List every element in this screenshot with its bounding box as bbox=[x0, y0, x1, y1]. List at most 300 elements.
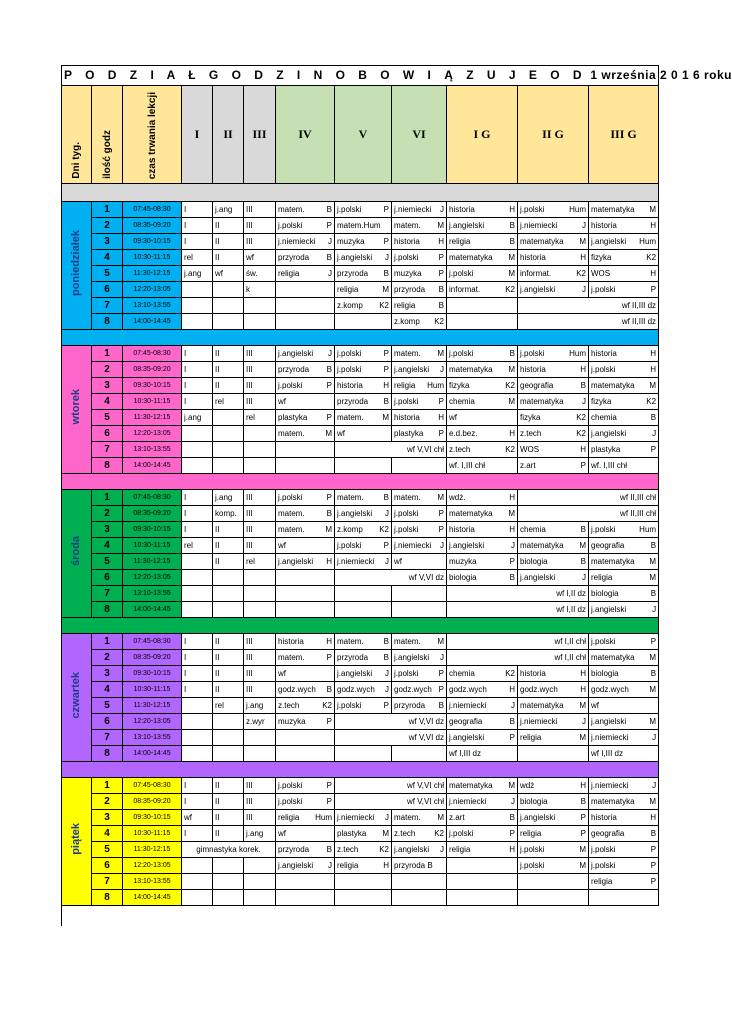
subject-teacher bbox=[337, 682, 389, 697]
header-class-ig: I G bbox=[447, 86, 518, 184]
lesson-cell bbox=[276, 858, 335, 874]
teacher-code: B bbox=[580, 797, 586, 806]
lesson-cell bbox=[589, 650, 659, 666]
subject: j.angielski bbox=[591, 605, 627, 614]
teacher-code: H bbox=[509, 205, 515, 214]
teacher-code: P bbox=[580, 461, 586, 470]
subject: przyroda bbox=[394, 285, 426, 294]
subject: j.polski bbox=[591, 861, 616, 870]
subject-teacher bbox=[591, 362, 656, 377]
lesson-time: 11:30-12:15 bbox=[123, 266, 182, 282]
lesson-cell bbox=[589, 426, 659, 442]
subject-teacher bbox=[337, 362, 389, 377]
subject: fizyka bbox=[449, 381, 470, 390]
subject: j.niemiecki bbox=[591, 781, 629, 790]
teacher-code: J bbox=[328, 861, 332, 870]
lesson-cell bbox=[335, 506, 392, 522]
teacher-code: B bbox=[438, 285, 444, 294]
lesson-time: 08:35-09:20 bbox=[123, 794, 182, 810]
lesson-row bbox=[62, 778, 659, 794]
lesson-number: 8 bbox=[92, 314, 123, 330]
subject: historia bbox=[394, 413, 420, 422]
lesson-time: 13:10-13:55 bbox=[123, 442, 182, 458]
subject: j.polski bbox=[337, 349, 362, 358]
teacher-code: H bbox=[326, 557, 332, 566]
teacher-code: M bbox=[579, 701, 586, 710]
subject: j.niemiecki bbox=[449, 797, 487, 806]
lesson-cell bbox=[392, 810, 447, 826]
teacher-code: P bbox=[650, 445, 657, 454]
lesson-cell bbox=[276, 714, 335, 730]
lesson-cell: I bbox=[182, 394, 213, 410]
subject-teacher bbox=[394, 858, 444, 873]
lesson-cell bbox=[589, 634, 659, 650]
teacher-code: B bbox=[326, 253, 332, 262]
lesson-row bbox=[62, 346, 659, 362]
lesson-cell bbox=[589, 682, 659, 698]
subject-teacher bbox=[394, 506, 444, 521]
lesson-cell bbox=[276, 778, 335, 794]
lesson-cell: II bbox=[213, 362, 244, 378]
subject: przyroda bbox=[337, 269, 369, 278]
lesson-cell bbox=[335, 730, 447, 746]
subject-teacher bbox=[394, 314, 444, 329]
lesson-cell bbox=[276, 362, 335, 378]
subject: j.polski bbox=[394, 525, 419, 534]
lesson-number: 8 bbox=[92, 746, 123, 762]
teacher-code: Hum bbox=[569, 205, 586, 214]
subject-teacher bbox=[394, 538, 444, 553]
lesson-time: 07:45-08:30 bbox=[123, 346, 182, 362]
teacher-code: J bbox=[385, 557, 389, 566]
subject: matematyka bbox=[449, 365, 493, 374]
lesson-cell bbox=[447, 490, 518, 506]
lesson-cell bbox=[589, 810, 659, 826]
lesson-cell: III bbox=[244, 794, 276, 810]
teacher-code: H bbox=[650, 365, 657, 374]
lesson-cell bbox=[518, 378, 589, 394]
subject-teacher bbox=[520, 282, 586, 297]
lesson-cell bbox=[276, 522, 335, 538]
subject: przyroda bbox=[278, 845, 310, 854]
teacher-code: Hum bbox=[427, 381, 444, 390]
lesson-time: 10:30-11:15 bbox=[123, 250, 182, 266]
subject-teacher bbox=[449, 826, 515, 841]
subject: historia bbox=[520, 365, 546, 374]
header-class-iii: III bbox=[244, 86, 276, 184]
subject: matem. bbox=[278, 429, 305, 438]
lesson-cell bbox=[589, 826, 659, 842]
subject: j.polski bbox=[394, 509, 419, 518]
lesson-cell bbox=[276, 554, 335, 570]
teacher-code: J bbox=[582, 221, 586, 230]
subject: religia bbox=[520, 733, 542, 742]
subject-teacher bbox=[591, 650, 656, 665]
lesson-cell bbox=[447, 714, 518, 730]
lesson-cell: j.ang bbox=[244, 826, 276, 842]
teacher-code: B bbox=[509, 573, 515, 582]
subject-teacher bbox=[337, 698, 389, 713]
lesson-cell: I bbox=[182, 362, 213, 378]
teacher-code: P bbox=[326, 413, 332, 422]
lesson-cell bbox=[447, 842, 518, 858]
subject-teacher bbox=[591, 234, 656, 249]
subject-teacher bbox=[591, 826, 656, 841]
lesson-time: 12:20-13:05 bbox=[123, 858, 182, 874]
subject: matematyka bbox=[591, 205, 635, 214]
lesson-row bbox=[62, 698, 659, 714]
day-name: wtorek bbox=[70, 389, 82, 425]
subject-teacher bbox=[394, 842, 444, 857]
lesson-row bbox=[62, 858, 659, 874]
lesson-cell bbox=[392, 858, 447, 874]
lesson-time: 10:30-11:15 bbox=[123, 394, 182, 410]
lesson-row bbox=[62, 202, 659, 218]
lesson-cell bbox=[276, 378, 335, 394]
teacher-code: M bbox=[649, 381, 657, 390]
lesson-cell bbox=[518, 666, 589, 682]
lesson-cell: rel bbox=[244, 410, 276, 426]
lesson-cell bbox=[392, 266, 447, 282]
subject-teacher bbox=[449, 362, 515, 377]
lesson-number: 1 bbox=[92, 634, 123, 650]
subject: j.polski bbox=[278, 381, 303, 390]
lesson-cell bbox=[182, 746, 213, 762]
header-duration: czas trwania lekcji bbox=[123, 86, 182, 184]
subject-teacher bbox=[278, 506, 332, 521]
lesson-row bbox=[62, 538, 659, 554]
lesson-cell bbox=[335, 826, 392, 842]
teacher-code: P bbox=[650, 861, 657, 870]
teacher-code: Hum bbox=[315, 813, 332, 822]
subject-teacher bbox=[591, 378, 656, 393]
lesson-cell bbox=[335, 522, 392, 538]
lesson-number: 2 bbox=[92, 650, 123, 666]
lesson-row bbox=[62, 826, 659, 842]
lesson-cell bbox=[447, 506, 518, 522]
lesson-cell bbox=[276, 682, 335, 698]
subject: j.polski bbox=[449, 829, 474, 838]
subject: matematyka bbox=[520, 701, 564, 710]
teacher-code: J bbox=[511, 701, 515, 710]
subject: j.polski bbox=[394, 397, 419, 406]
teacher-code: B bbox=[326, 845, 332, 854]
subject: geografia bbox=[591, 541, 625, 550]
lesson-row bbox=[62, 362, 659, 378]
subject: religia bbox=[394, 381, 416, 390]
lesson-cell bbox=[392, 634, 447, 650]
subject-teacher bbox=[591, 746, 656, 761]
subject-teacher bbox=[394, 554, 444, 569]
lesson-time: 14:00-14:45 bbox=[123, 602, 182, 618]
merged-lesson: wf II,III dz bbox=[621, 317, 657, 326]
teacher-code: K2 bbox=[379, 301, 389, 310]
lesson-cell bbox=[518, 522, 589, 538]
lesson-cell: II bbox=[213, 634, 244, 650]
teacher-code: H bbox=[650, 349, 657, 358]
teacher-code: K2 bbox=[576, 413, 586, 422]
lesson-cell bbox=[518, 714, 589, 730]
teacher-code: M bbox=[649, 557, 657, 566]
lesson-cell bbox=[518, 890, 589, 906]
lesson-cell: j.ang bbox=[213, 202, 244, 218]
page-title: P O D Z I A Ł G O D Z I N O B O W I Ą Z U J E O D 1 września 2 0 1 6 roku bbox=[62, 66, 659, 86]
lesson-cell bbox=[392, 410, 447, 426]
day-separator bbox=[62, 474, 659, 490]
lesson-cell bbox=[276, 298, 335, 314]
lesson-cell bbox=[447, 794, 518, 810]
header-class-iig: II G bbox=[518, 86, 589, 184]
lesson-cell bbox=[213, 442, 244, 458]
lesson-cell bbox=[589, 874, 659, 890]
lesson-row bbox=[62, 218, 659, 234]
lesson-cell: III bbox=[244, 218, 276, 234]
teacher-code: P bbox=[650, 877, 657, 886]
teacher-code: H bbox=[383, 381, 389, 390]
lesson-cell bbox=[589, 346, 659, 362]
lesson-cell: III bbox=[244, 394, 276, 410]
lesson-time: 13:10-13:55 bbox=[123, 730, 182, 746]
teacher-code: J bbox=[440, 205, 444, 214]
lesson-cell bbox=[182, 554, 213, 570]
lesson-row bbox=[62, 730, 659, 746]
lesson-cell bbox=[447, 826, 518, 842]
subject-teacher bbox=[449, 842, 515, 857]
subject: matematyka bbox=[591, 653, 635, 662]
teacher-code: M bbox=[508, 397, 515, 406]
lesson-cell bbox=[589, 282, 659, 298]
lesson-cell: I bbox=[182, 650, 213, 666]
lesson-cell bbox=[244, 426, 276, 442]
merged-lesson: wf I,II dz bbox=[556, 605, 586, 614]
subject: plastyka bbox=[591, 445, 621, 454]
subject-teacher bbox=[520, 522, 586, 537]
teacher-code: K2 bbox=[322, 701, 332, 710]
subject-teacher bbox=[591, 698, 656, 713]
lesson-cell bbox=[335, 602, 392, 618]
lesson-cell bbox=[392, 522, 447, 538]
subject-teacher bbox=[520, 202, 586, 217]
subject-teacher bbox=[591, 666, 656, 681]
lesson-number: 6 bbox=[92, 426, 123, 442]
subject: j.polski bbox=[591, 637, 616, 646]
lesson-cell bbox=[518, 874, 589, 890]
subject: j.angielski bbox=[394, 365, 430, 374]
lesson-cell bbox=[392, 890, 447, 906]
lesson-cell bbox=[244, 298, 276, 314]
subject: religia bbox=[591, 573, 613, 582]
lesson-cell bbox=[213, 410, 244, 426]
teacher-code: M bbox=[649, 653, 657, 662]
lesson-cell: II bbox=[213, 250, 244, 266]
subject-teacher bbox=[449, 202, 515, 217]
subject-teacher bbox=[278, 346, 332, 361]
subject-teacher bbox=[591, 394, 656, 409]
lesson-cell bbox=[335, 202, 392, 218]
lesson-cell bbox=[276, 586, 335, 602]
lesson-number: 6 bbox=[92, 858, 123, 874]
teacher-code: B bbox=[438, 301, 444, 310]
teacher-code: J bbox=[652, 605, 657, 614]
subject-teacher bbox=[394, 250, 444, 265]
subject: wf bbox=[337, 429, 345, 438]
teacher-code: Hum bbox=[569, 349, 586, 358]
subject-teacher bbox=[449, 234, 515, 249]
lesson-cell bbox=[244, 746, 276, 762]
teacher-code: B bbox=[383, 493, 389, 502]
teacher-code: M bbox=[508, 781, 515, 790]
subject: religia bbox=[337, 861, 359, 870]
lesson-cell bbox=[335, 426, 392, 442]
lesson-cell bbox=[276, 426, 335, 442]
lesson-number: 2 bbox=[92, 362, 123, 378]
subject-teacher bbox=[591, 250, 656, 265]
lesson-cell bbox=[182, 282, 213, 298]
lesson-cell bbox=[276, 250, 335, 266]
subject: matematyka bbox=[449, 781, 493, 790]
lesson-time: 13:10-13:55 bbox=[123, 298, 182, 314]
subject: fizyka bbox=[520, 413, 541, 422]
subject: godz.wych bbox=[394, 685, 432, 694]
subject-teacher bbox=[591, 554, 656, 569]
subject-teacher bbox=[394, 266, 444, 281]
subject: j.polski bbox=[591, 285, 616, 294]
lesson-cell: rel bbox=[244, 554, 276, 570]
lesson-time: 09:30-10:15 bbox=[123, 666, 182, 682]
lesson-cell: III bbox=[244, 634, 276, 650]
subject-teacher bbox=[591, 458, 656, 473]
lesson-cell bbox=[276, 506, 335, 522]
lesson-cell bbox=[518, 314, 659, 330]
teacher-code: P bbox=[438, 669, 444, 678]
lesson-cell bbox=[335, 442, 447, 458]
subject-teacher bbox=[394, 234, 444, 249]
lesson-row bbox=[62, 650, 659, 666]
lesson-cell bbox=[213, 746, 244, 762]
subject: chemia bbox=[520, 525, 546, 534]
teacher-code: H bbox=[580, 781, 586, 790]
lesson-row bbox=[62, 442, 659, 458]
lesson-cell: II bbox=[213, 234, 244, 250]
teacher-code: H bbox=[580, 445, 586, 454]
subject: j.angielski bbox=[449, 541, 485, 550]
lesson-cell bbox=[335, 458, 392, 474]
teacher-code: K2 bbox=[646, 397, 657, 406]
teacher-code: J bbox=[582, 573, 586, 582]
teacher-code: H bbox=[509, 525, 515, 534]
lesson-cell: II bbox=[213, 666, 244, 682]
lesson-cell bbox=[392, 282, 447, 298]
subject: wf I,III dz bbox=[449, 749, 482, 758]
lesson-cell bbox=[518, 826, 589, 842]
lesson-cell: j.ang bbox=[213, 490, 244, 506]
lesson-cell bbox=[589, 378, 659, 394]
subject: matem.Hum bbox=[337, 221, 381, 230]
teacher-code: K2 bbox=[505, 381, 515, 390]
subject-teacher bbox=[278, 858, 332, 873]
subject: j.angielski bbox=[337, 669, 373, 678]
lesson-cell bbox=[392, 394, 447, 410]
lesson-time: 09:30-10:15 bbox=[123, 810, 182, 826]
subject-teacher bbox=[591, 266, 656, 281]
subject-teacher bbox=[278, 394, 332, 409]
teacher-code: P bbox=[326, 797, 332, 806]
lesson-cell bbox=[335, 714, 447, 730]
lesson-number: 6 bbox=[92, 714, 123, 730]
subject-teacher bbox=[520, 378, 586, 393]
teacher-code: J bbox=[511, 797, 515, 806]
teacher-code: J bbox=[385, 669, 389, 678]
subject-teacher bbox=[591, 810, 656, 825]
teacher-code: P bbox=[383, 349, 389, 358]
lesson-cell: II bbox=[213, 778, 244, 794]
lesson-number: 8 bbox=[92, 458, 123, 474]
lesson-cell bbox=[518, 218, 589, 234]
subject-teacher bbox=[591, 538, 656, 553]
lesson-cell: III bbox=[244, 810, 276, 826]
subject-teacher bbox=[591, 714, 656, 729]
lesson-time: 13:10-13:55 bbox=[123, 586, 182, 602]
timetable bbox=[61, 65, 732, 906]
subject-teacher bbox=[520, 538, 586, 553]
subject: j.niemiecki bbox=[337, 557, 375, 566]
teacher-code: M bbox=[579, 541, 586, 550]
subject: matematyka bbox=[449, 253, 493, 262]
lesson-cell: k bbox=[244, 282, 276, 298]
subject-teacher bbox=[591, 442, 656, 457]
lesson-cell bbox=[213, 874, 244, 890]
lesson-time: 11:30-12:15 bbox=[123, 410, 182, 426]
lesson-cell bbox=[447, 458, 518, 474]
lesson-number: 4 bbox=[92, 682, 123, 698]
lesson-cell bbox=[392, 666, 447, 682]
lesson-cell bbox=[335, 586, 392, 602]
lesson-cell bbox=[518, 682, 589, 698]
lesson-cell bbox=[589, 394, 659, 410]
subject-teacher bbox=[449, 282, 515, 297]
lesson-cell bbox=[392, 362, 447, 378]
subject-teacher bbox=[337, 490, 389, 505]
subject: j.niemiecki bbox=[591, 733, 629, 742]
subject-teacher bbox=[520, 218, 586, 233]
lesson-cell bbox=[182, 442, 213, 458]
subject: j.angielski bbox=[591, 237, 627, 246]
teacher-code: J bbox=[511, 541, 515, 550]
lesson-cell bbox=[392, 602, 447, 618]
lesson-cell bbox=[589, 458, 659, 474]
subject: godz.wych bbox=[337, 685, 375, 694]
lesson-cell bbox=[518, 250, 589, 266]
lesson-cell: III bbox=[244, 490, 276, 506]
subject-teacher bbox=[449, 378, 515, 393]
subject-teacher bbox=[520, 842, 586, 857]
teacher-code: K2 bbox=[576, 429, 586, 438]
teacher-code: P bbox=[509, 829, 515, 838]
subject-teacher bbox=[337, 810, 389, 825]
lesson-cell: II bbox=[213, 522, 244, 538]
subject: wdż. bbox=[449, 493, 466, 502]
teacher-code: M bbox=[437, 493, 444, 502]
lesson-cell bbox=[335, 266, 392, 282]
lesson-cell bbox=[392, 586, 447, 602]
lesson-cell bbox=[182, 874, 213, 890]
lesson-number: 6 bbox=[92, 282, 123, 298]
subject: wdż bbox=[520, 781, 535, 790]
teacher-code: P bbox=[580, 829, 586, 838]
teacher-code: M bbox=[437, 637, 444, 646]
day-separator bbox=[62, 330, 659, 346]
teacher-code: P bbox=[650, 845, 657, 854]
